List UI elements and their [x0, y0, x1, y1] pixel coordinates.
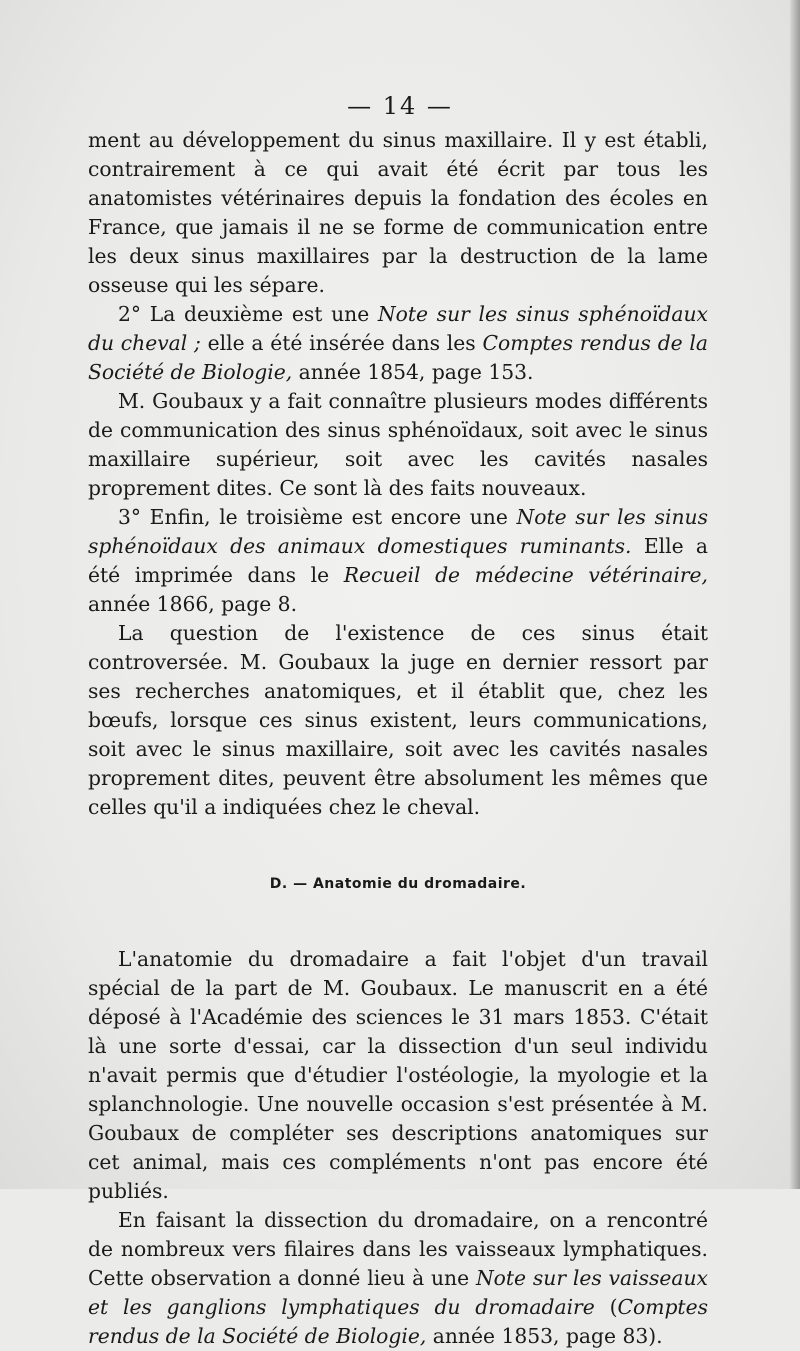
paragraph-6: L'anatomie du dromadaire a fait l'objet d'un travail spécial de la part de M. Goubaux. Le manuscrit en a été déposé à l'Académie des sciences le 31 mars 1853. C'était là une sorte d'essai, car la dissection d'un seul individu n'avait permis que d'étudier l'ostéologie, la myologie et la splanchnologie. Une nouvelle occasion s'est présentée à M. Goubaux de compléter ses descriptions anatomiques sur cet animal, mais ces compléments n'ont pas encore été publiés. — [88, 947, 708, 1203]
page-edge-shadow — [790, 0, 800, 1189]
p7-text-e: année 1853, page 83). — [426, 1324, 663, 1348]
p2-text-c: elle a été insérée dans les — [200, 331, 483, 355]
p4-text-c: Elle a été imprimée dans le — [88, 534, 709, 587]
paragraph-5: La question de l'existence de ces sinus était controversée. M. Goubaux la juge en dernier ressort par ses recherches anatomiques, et il établit que, chez les bœufs, lorsque ces sinus existent, leurs communications, soit avec le sinus maxillaire, soit avec les cavités nasales proprement dites, peuvent être absolument les mêmes que celles qu'il a indiquées chez le cheval. — [88, 621, 708, 819]
p2-text-e: année 1854, page 153. — [292, 360, 534, 384]
p7-text-a: En faisant la dissection du dromadaire, on a rencontré de nombreux vers filaires dans les vaisseaux lymphatiques. Cette observation a donné lieu à une — [88, 1208, 708, 1290]
p2-text-a: 2° La deuxième est une — [118, 302, 378, 326]
p2-journal: Comptes rendus de la Société de Biologie, — [88, 331, 709, 384]
page-number: — 14 — — [347, 92, 453, 120]
p4-title: Note sur les sinus sphénoïdaux des animaux domestiques ruminants. — [88, 505, 708, 558]
paragraph-1: ment au développement du sinus maxillaire. Il y est établi, contrairement à ce qui avait été écrit par tous les anatomistes vétérinaires depuis la fondation des écoles en France, que jamais il ne se forme de communication entre les deux sinus maxillaires par la destruction de la lame osseuse qui les sépare. — [88, 128, 708, 297]
p4-journal: Recueil de médecine vétérinaire, — [343, 563, 708, 587]
p4-text-a: 3° Enfin, le troisième est encore une — [118, 505, 517, 529]
paragraph-2 — [88, 300, 708, 387]
p7-journal: Comptes rendus de la Société de Biologie, — [88, 1295, 708, 1348]
paragraph-7 — [88, 1206, 708, 1351]
paragraph-3: M. Goubaux y a fait connaître plusieurs modes différents de communication des sinus sphénoïdaux, soit avec le sinus maxillaire supérieur, soit avec les cavités nasales proprement dites. Ce sont là des faits nouveaux. — [88, 389, 708, 500]
p7-title: Note sur les vaisseaux et les ganglions lymphatiques du dromadaire — [88, 1266, 708, 1319]
p4-text-e: année 1866, page 8. — [88, 592, 298, 616]
body-text — [88, 126, 708, 1351]
p7-text-c: ( — [594, 1295, 618, 1319]
p2-title: Note sur les sinus sphénoïdaux du cheval ; — [88, 302, 708, 355]
paragraph-4 — [88, 503, 708, 619]
section-heading: D. — Anatomie du dromadaire. — [269, 876, 527, 892]
